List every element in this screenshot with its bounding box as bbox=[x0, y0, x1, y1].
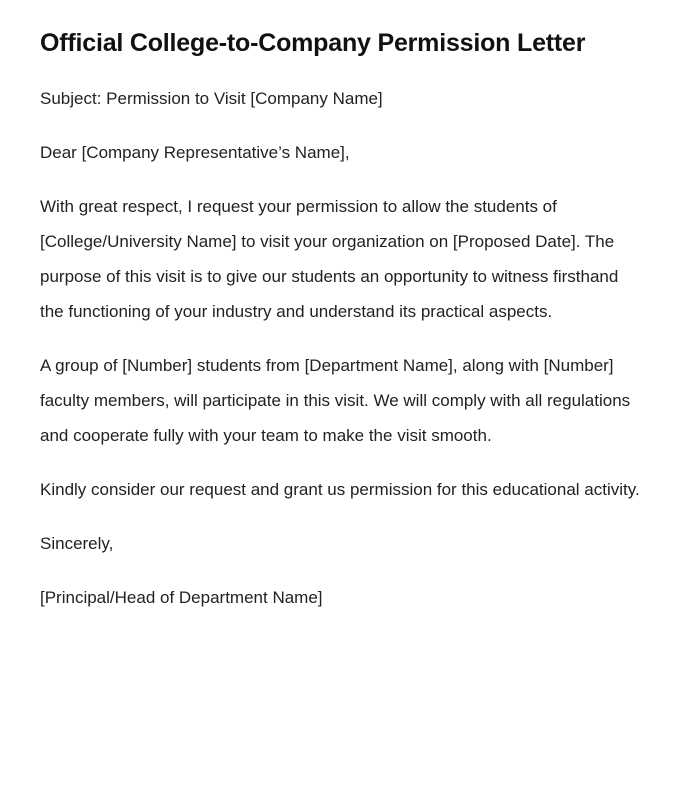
page-title: Official College-to-Company Permission Letter bbox=[40, 29, 586, 57]
letter-subject-line: Subject: Permission to Visit [Company Name] bbox=[40, 89, 383, 109]
letter-body-paragraph-2: A group of [Number] students from [Department Name], along with [Number] faculty members, will participate in this visit. We will comply with all regulations and cooperate fully with your team to make the visit smooth. bbox=[40, 356, 631, 446]
letter-body-paragraph-1: With great respect, I request your permission to allow the students of [College/University Name] to visit your organization on [Proposed Date]. The purpose of this visit is to give our students an opportunity to witness firsthand the functioning of your industry and understand its practical aspects. bbox=[40, 197, 619, 322]
letter-salutation: Dear [Company Representative’s Name], bbox=[40, 143, 350, 163]
letter-body-paragraph-3: Kindly consider our request and grant us permission for this educational activity. bbox=[40, 480, 640, 500]
letter-closing: Sincerely, bbox=[40, 534, 114, 554]
letter-signature-name: [Principal/Head of Department Name] bbox=[40, 588, 323, 608]
